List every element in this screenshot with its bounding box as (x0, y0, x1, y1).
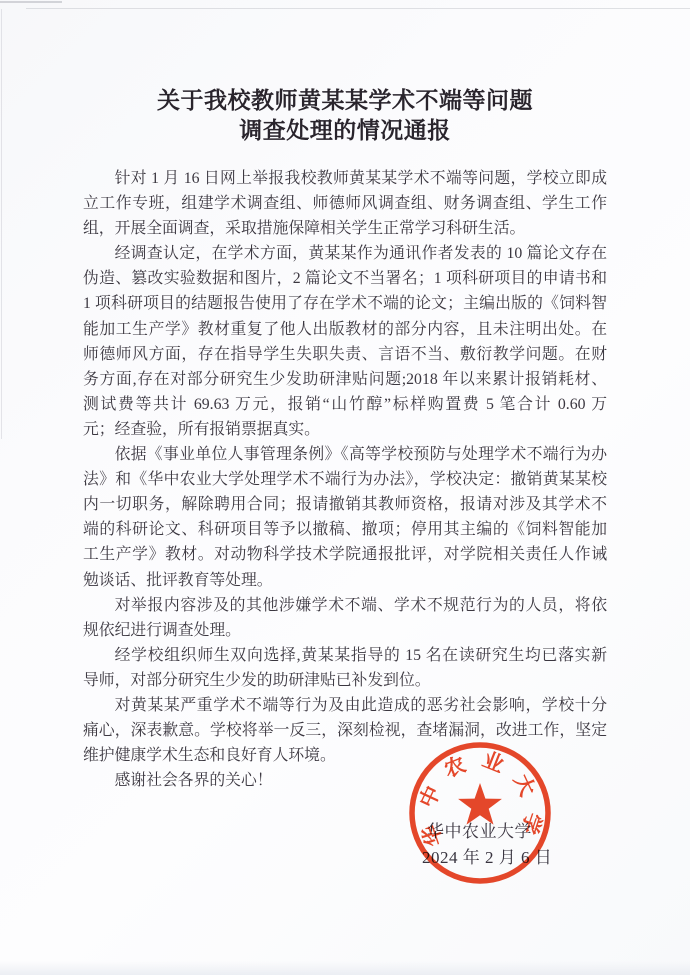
body-line: 务方面,存在对部分研究生少发助研津贴问题;2018 年以来累计报销耗材、 (83, 370, 607, 388)
body-line: 伪造、篡改实验数据和图片，2 篇论文不当署名；1 项科研项目的申请书和 (83, 270, 607, 288)
scan-artifact-top-edge (26, 8, 690, 9)
body-line: 组，开展全面调查，采取措施保障相关学生正常学习科研生活。 (83, 220, 526, 238)
seal-star-icon (458, 783, 502, 825)
document-title (0, 86, 690, 146)
body-line: 经学校组织师生双向选择,黄某某指导的 15 名在读研究生均已落实新 (114, 646, 607, 664)
scan-artifact-corner (0, 1, 62, 3)
body-line: 导师，对部分研究生少发的助研津贴已补发到位。 (83, 671, 431, 689)
body-line: 元；经查验，所有报销票据真实。 (83, 420, 320, 438)
body-line: 法》和《华中农业大学处理学术不端行为办法》，学校决定：撤销黄某某校 (83, 471, 607, 489)
document-title-line2: 调查处理的情况通报 (239, 118, 451, 143)
scan-artifact-bottom-shadow (0, 961, 690, 975)
body-line: 依据《事业单位人事管理条例》《高等学校预防与处理学术不端行为办 (114, 446, 607, 464)
body-line: 勉谈话、批评教育等处理。 (83, 571, 273, 589)
document-title-line1: 关于我校教师黄某某学术不端等问题 (157, 88, 533, 113)
body-line: 痛心，深表歉意。学校将举一反三，深刻检视，查堵漏洞，改进工作，坚定 (83, 722, 607, 740)
body-line: 工生产学》教材。对动物科学技术学院通报批评，对学院相关责任人作诫 (83, 546, 607, 564)
body-line: 1 项科研项目的结题报告使用了存在学术不端的论文；主编出版的《饲料智 (83, 295, 607, 313)
document-body (83, 166, 607, 793)
body-line: 经调查认定，在学术方面，黄某某作为通讯作者发表的 10 篇论文存在 (114, 245, 607, 263)
body-line: 维护健康学术生态和良好育人环境。 (83, 747, 336, 765)
body-line: 感谢社会各界的关心！ (114, 772, 273, 790)
signature-org-name: 华中农业大学 (427, 822, 532, 841)
scan-artifact-left-edge (1, 9, 2, 439)
body-line: 对黄某某严重学术不端等行为及由此造成的恶劣社会影响，学校十分 (114, 696, 607, 714)
signature-date: 2024 年 2 月 6 日 (422, 848, 553, 867)
official-seal (400, 733, 560, 893)
body-line: 规依纪进行调查处理。 (83, 621, 241, 639)
body-line: 师德师风方面，存在指导学生失职失责、言语不当、敷衍教学问题。在财 (83, 345, 607, 363)
body-line: 端的科研论文、科研项目等予以撤稿、撤项；停用其主编的《饲料智能加 (83, 521, 607, 539)
body-line: 立工作专班，组建学术调查组、师德师风调查组、财务调查组、学生工作 (83, 195, 607, 213)
body-line: 针对 1 月 16 日网上举报我校教师黄某某学术不端等问题，学校立即成 (114, 170, 607, 187)
body-line: 内一切职务，解除聘用合同；报请撤销其教师资格，报请对涉及其学术不 (83, 496, 607, 514)
body-line: 能加工生产学》教材重复了他人出版教材的部分内容，且未注明出处。在 (83, 320, 607, 338)
body-line: 对举报内容涉及的其他涉嫌学术不端、学术不规范行为的人员，将依 (114, 596, 607, 614)
body-line: 测试费等共计 69.63 万元，报销“山竹醇”标样购置费 5 笔合计 0.60 万 (83, 395, 607, 413)
seal-arc-text: 华中农业大学 (413, 747, 547, 850)
